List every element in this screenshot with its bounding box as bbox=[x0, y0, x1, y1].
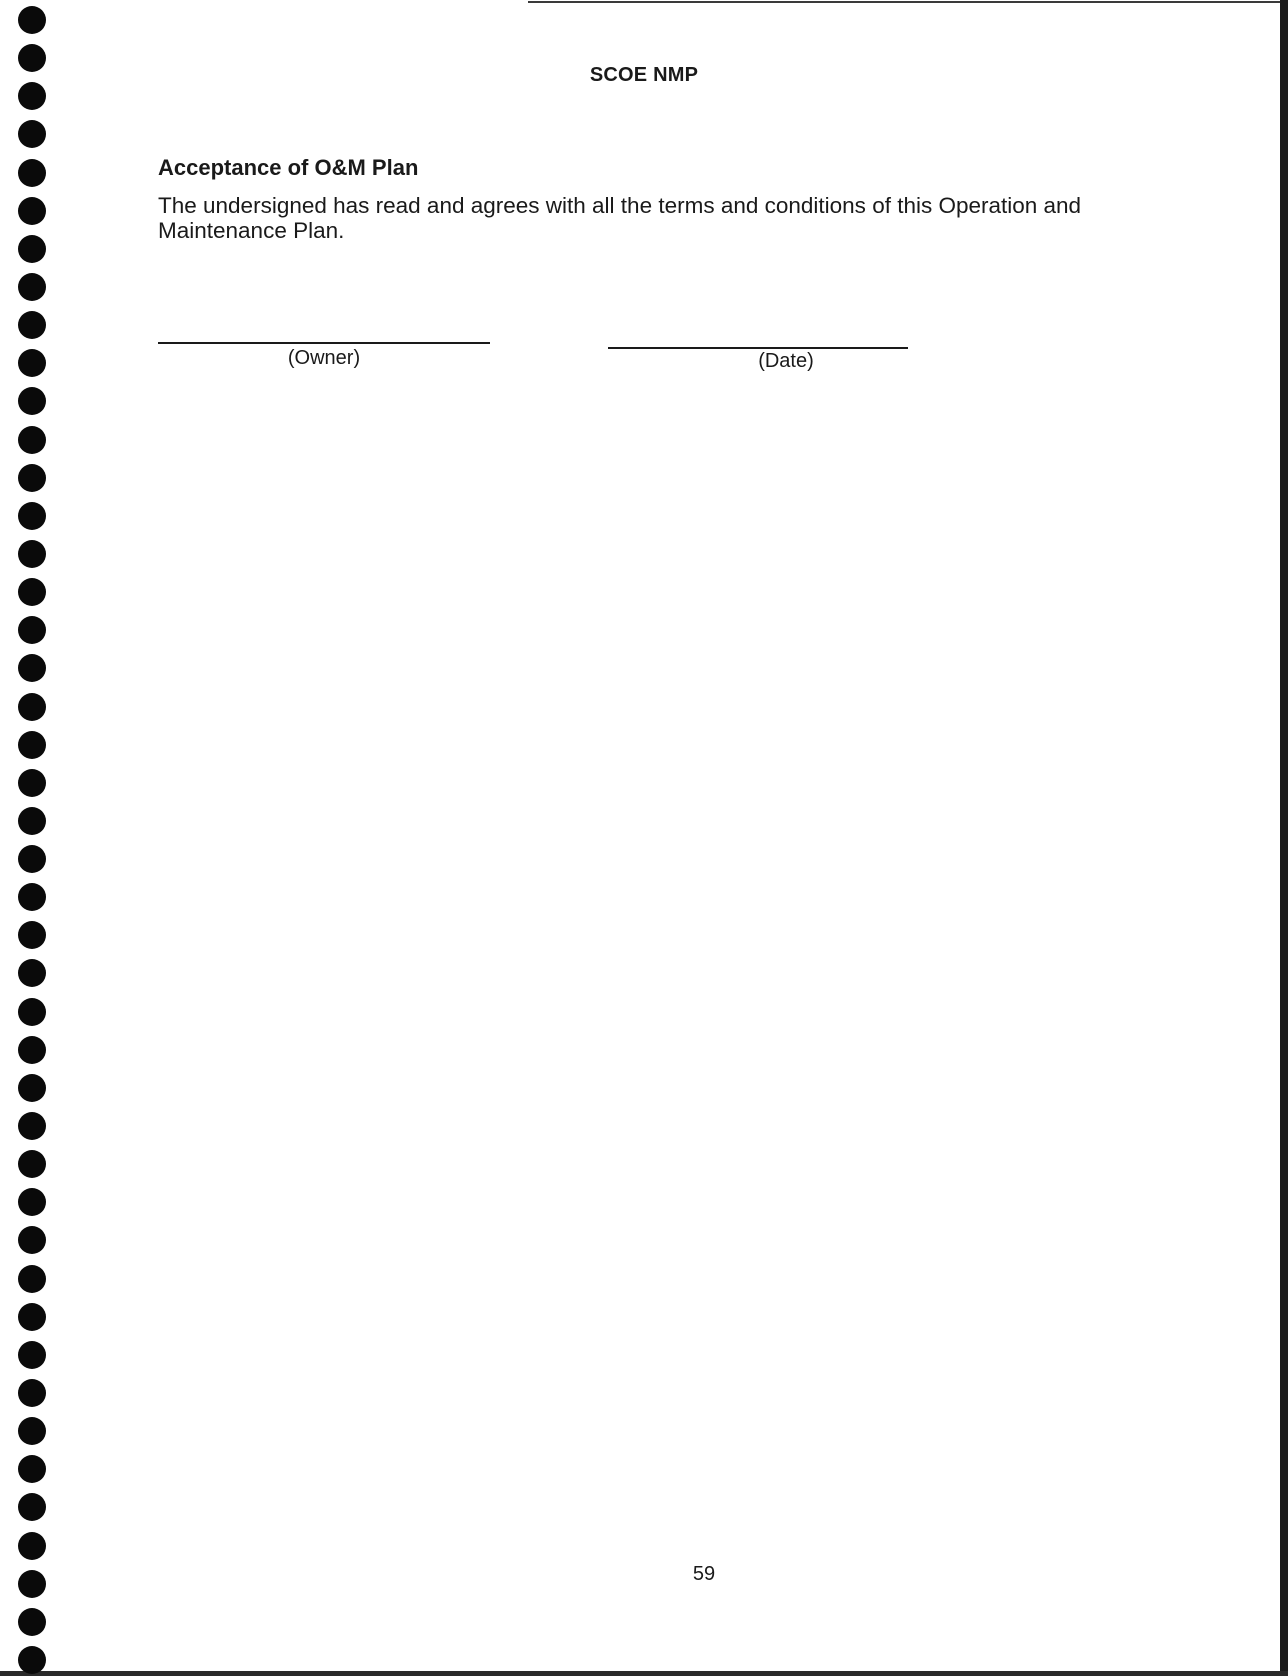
binding-hole bbox=[18, 1570, 46, 1598]
binding-hole bbox=[18, 1265, 46, 1293]
date-signature-label: (Date) bbox=[758, 350, 814, 372]
binding-hole bbox=[18, 883, 46, 911]
owner-signature-label: (Owner) bbox=[287, 347, 361, 369]
binding-hole bbox=[18, 1646, 46, 1674]
owner-signature-line bbox=[158, 342, 490, 344]
binding-hole bbox=[18, 693, 46, 721]
binding-hole bbox=[18, 349, 46, 377]
scan-bottom-edge bbox=[0, 1671, 1288, 1676]
scan-right-edge bbox=[1280, 0, 1288, 1676]
binding-hole bbox=[18, 1493, 46, 1521]
binding-hole bbox=[18, 731, 46, 759]
binding-holes bbox=[18, 6, 50, 1674]
binding-hole bbox=[18, 387, 46, 415]
running-head: SCOE NMP bbox=[589, 64, 699, 86]
binding-hole bbox=[18, 311, 46, 339]
binding-hole bbox=[18, 1532, 46, 1560]
binding-hole bbox=[18, 959, 46, 987]
binding-hole bbox=[18, 464, 46, 492]
binding-hole bbox=[18, 235, 46, 263]
binding-hole bbox=[18, 1112, 46, 1140]
binding-hole bbox=[18, 1036, 46, 1064]
binding-hole bbox=[18, 1455, 46, 1483]
binding-hole bbox=[18, 1341, 46, 1369]
binding-hole bbox=[18, 1608, 46, 1636]
binding-hole bbox=[18, 616, 46, 644]
binding-hole bbox=[18, 273, 46, 301]
date-signature-line bbox=[608, 347, 908, 349]
binding-hole bbox=[18, 921, 46, 949]
binding-hole bbox=[18, 1379, 46, 1407]
binding-hole bbox=[18, 1074, 46, 1102]
binding-hole bbox=[18, 502, 46, 530]
scan-top-edge bbox=[528, 1, 1280, 3]
binding-hole bbox=[18, 578, 46, 606]
section-title: Acceptance of O&M Plan bbox=[158, 155, 419, 180]
binding-hole bbox=[18, 769, 46, 797]
binding-hole bbox=[18, 540, 46, 568]
binding-hole bbox=[18, 6, 46, 34]
binding-hole bbox=[18, 998, 46, 1026]
binding-hole bbox=[18, 1417, 46, 1445]
binding-hole bbox=[18, 807, 46, 835]
binding-hole bbox=[18, 1188, 46, 1216]
binding-hole bbox=[18, 654, 46, 682]
binding-hole bbox=[18, 426, 46, 454]
binding-hole bbox=[18, 159, 46, 187]
binding-hole bbox=[18, 1303, 46, 1331]
page-number: 59 bbox=[692, 1563, 716, 1585]
binding-hole bbox=[18, 120, 46, 148]
body-paragraph: The undersigned has read and agrees with all the terms and conditions of this Operation and Maintenance Plan. bbox=[158, 193, 1082, 243]
binding-hole bbox=[18, 1150, 46, 1178]
binding-hole bbox=[18, 1226, 46, 1254]
binding-hole bbox=[18, 845, 46, 873]
binding-hole bbox=[18, 197, 46, 225]
